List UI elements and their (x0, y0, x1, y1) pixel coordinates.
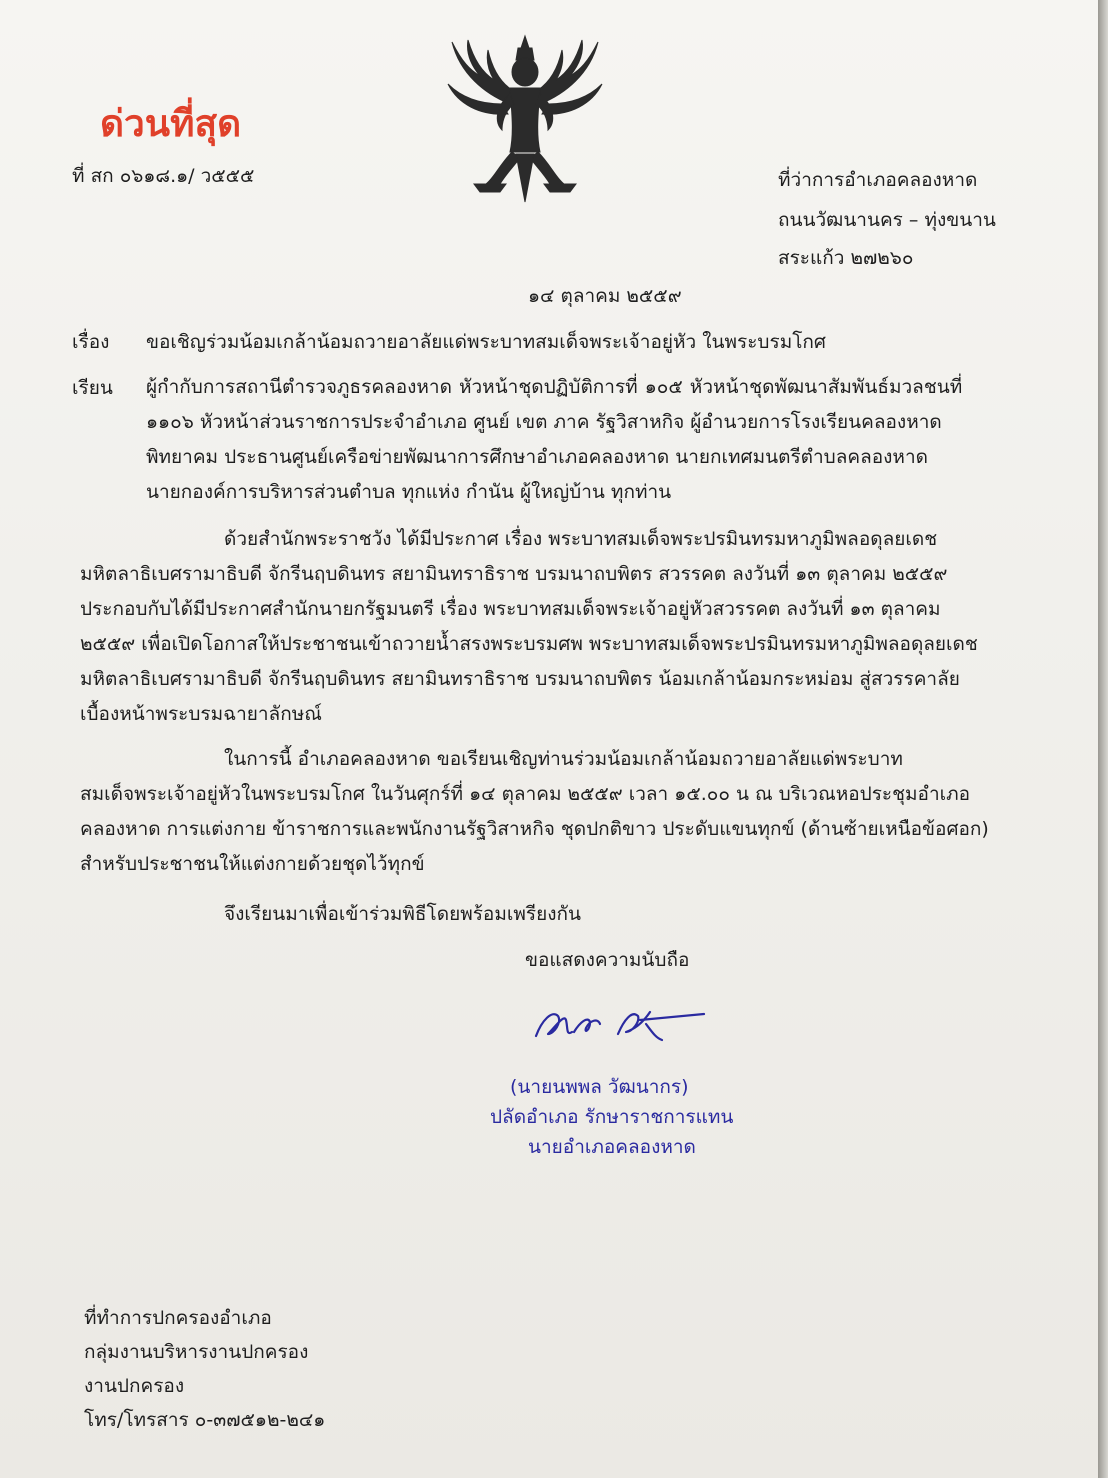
reference-number: ที่ สก ๐๖๑๘.๑/ ว๕๕๕ (72, 165, 255, 187)
subject-text: ขอเชิญร่วมน้อมเกล้าน้อมถวายอาลัยแด่พระบาทสมเด็จพระเจ้าอยู่หัว ในพระบรมโกศ (146, 331, 826, 353)
regards: ขอแสดงความนับถือ (525, 949, 690, 971)
paper-edge (1098, 0, 1108, 1478)
paragraph-line: ๒๕๕๙ เพื่อเปิดโอกาสให้ประชาชนเข้าถวายน้ำสรงพระบรมศพ พระบาทสมเด็จพระปรมินทรมหาภูมิพลอดุลยเดช (80, 633, 978, 655)
footer-line: ที่ทำการปกครองอำเภอ (84, 1307, 272, 1329)
paragraph-line: มหิตลาธิเบศรามาธิบดี จักรีนฤบดินทร สยามินทราธิราช บรมนาถบพิตร สวรรคต ลงวันที่ ๑๓ ตุลาคม ๒๕๕๙ (80, 563, 948, 585)
paragraph-line: สำหรับประชาชนให้แต่งกายด้วยชุดไว้ทุกข์ (80, 853, 425, 875)
letter-date: ๑๔ ตุลาคม ๒๕๕๙ (528, 285, 682, 307)
closing-sentence: จึงเรียนมาเพื่อเข้าร่วมพิธีโดยพร้อมเพรียงกัน (224, 903, 581, 925)
addressee-label: เรียน (72, 377, 113, 399)
paragraph-line: มหิตลาธิเบศรามาธิบดี จักรีนฤบดินทร สยามินทราธิราช บรมนาถบพิตร น้อมเกล้าน้อมกระหม่อม สู่สวรรคาลัย (80, 668, 960, 690)
paragraph-line: ด้วยสำนักพระราชวัง ได้มีประกาศ เรื่อง พระบาทสมเด็จพระปรมินทรมหาภูมิพลอดุลยเดช (224, 528, 938, 550)
office-address-line: ที่ว่าการอำเภอคลองหาด (778, 169, 978, 191)
urgency-stamp: ด่วนที่สุด (100, 102, 242, 145)
paragraph-line: สมเด็จพระเจ้าอยู่หัวในพระบรมโกศ ในวันศุกร์ที่ ๑๔ ตุลาคม ๒๕๕๙ เวลา ๑๕.๐๐ น ณ บริเวณหอประชุมอำเภอ (80, 783, 971, 805)
paragraph-line: เบื้องหน้าพระบรมฉายาลักษณ์ (80, 703, 322, 725)
handwritten-signature (528, 998, 718, 1048)
footer-line: งานปกครอง (84, 1375, 185, 1397)
paragraph-line: ประกอบกับได้มีประกาศสำนักนายกรัฐมนตรี เรื่อง พระบาทสมเด็จพระเจ้าอยู่หัวสวรรคต ลงวันที่ ๑๓ ตุลาคม (80, 598, 941, 620)
subject-label: เรื่อง (72, 331, 110, 353)
signer-position: ปลัดอำเภอ รักษาราชการแทน (490, 1106, 734, 1128)
signer-name: (นายนพพล วัฒนากร) (510, 1076, 689, 1098)
signer-office: นายอำเภอคลองหาด (528, 1136, 696, 1158)
addressee-line: ๑๑๐๖ หัวหน้าส่วนราชการประจำอำเภอ ศูนย์ เขต ภาค รัฐวิสาหกิจ ผู้อำนวยการโรงเรียนคลองหาด (146, 411, 942, 433)
body-paragraph-2 (80, 742, 1010, 882)
addressee-line: พิทยาคม ประธานศูนย์เครือข่ายพัฒนาการศึกษาอำเภอคลองหาด นายกเทศมนตรีตำบลคลองหาด (146, 446, 928, 468)
addressee-line: นายกองค์การบริหารส่วนตำบล ทุกแห่ง กำนัน ผู้ใหญ่บ้าน ทุกท่าน (146, 481, 672, 503)
footer-contact: โทร/โทรสาร ๐-๓๗๕๑๒-๒๔๑ (84, 1409, 326, 1431)
garuda-emblem-icon (440, 34, 610, 210)
paragraph-line: ในการนี้ อำเภอคลองหาด ขอเรียนเชิญท่านร่วมน้อมเกล้าน้อมถวายอาลัยแด่พระบาท (224, 748, 903, 770)
footer-line: กลุ่มงานบริหารงานปกครอง (84, 1341, 309, 1363)
office-address-line: ถนนวัฒนานคร – ทุ่งขนาน (778, 209, 996, 231)
addressee-list (146, 370, 1006, 510)
office-address-line: สระแก้ว ๒๗๒๖๐ (778, 247, 914, 269)
body-paragraph-1 (80, 522, 1010, 732)
paragraph-line: คลองหาด การแต่งกาย ข้าราชการและพนักงานรัฐวิสาหกิจ ชุดปกติขาว ประดับแขนทุกข์ (ด้านซ้ายเหนือข้อศอก) (80, 818, 989, 840)
addressee-line: ผู้กำกับการสถานีตำรวจภูธรคลองหาด หัวหน้าชุดปฏิบัติการที่ ๑๐๕ หัวหน้าชุดพัฒนาสัมพันธ์มวลชนที่ (146, 376, 963, 398)
